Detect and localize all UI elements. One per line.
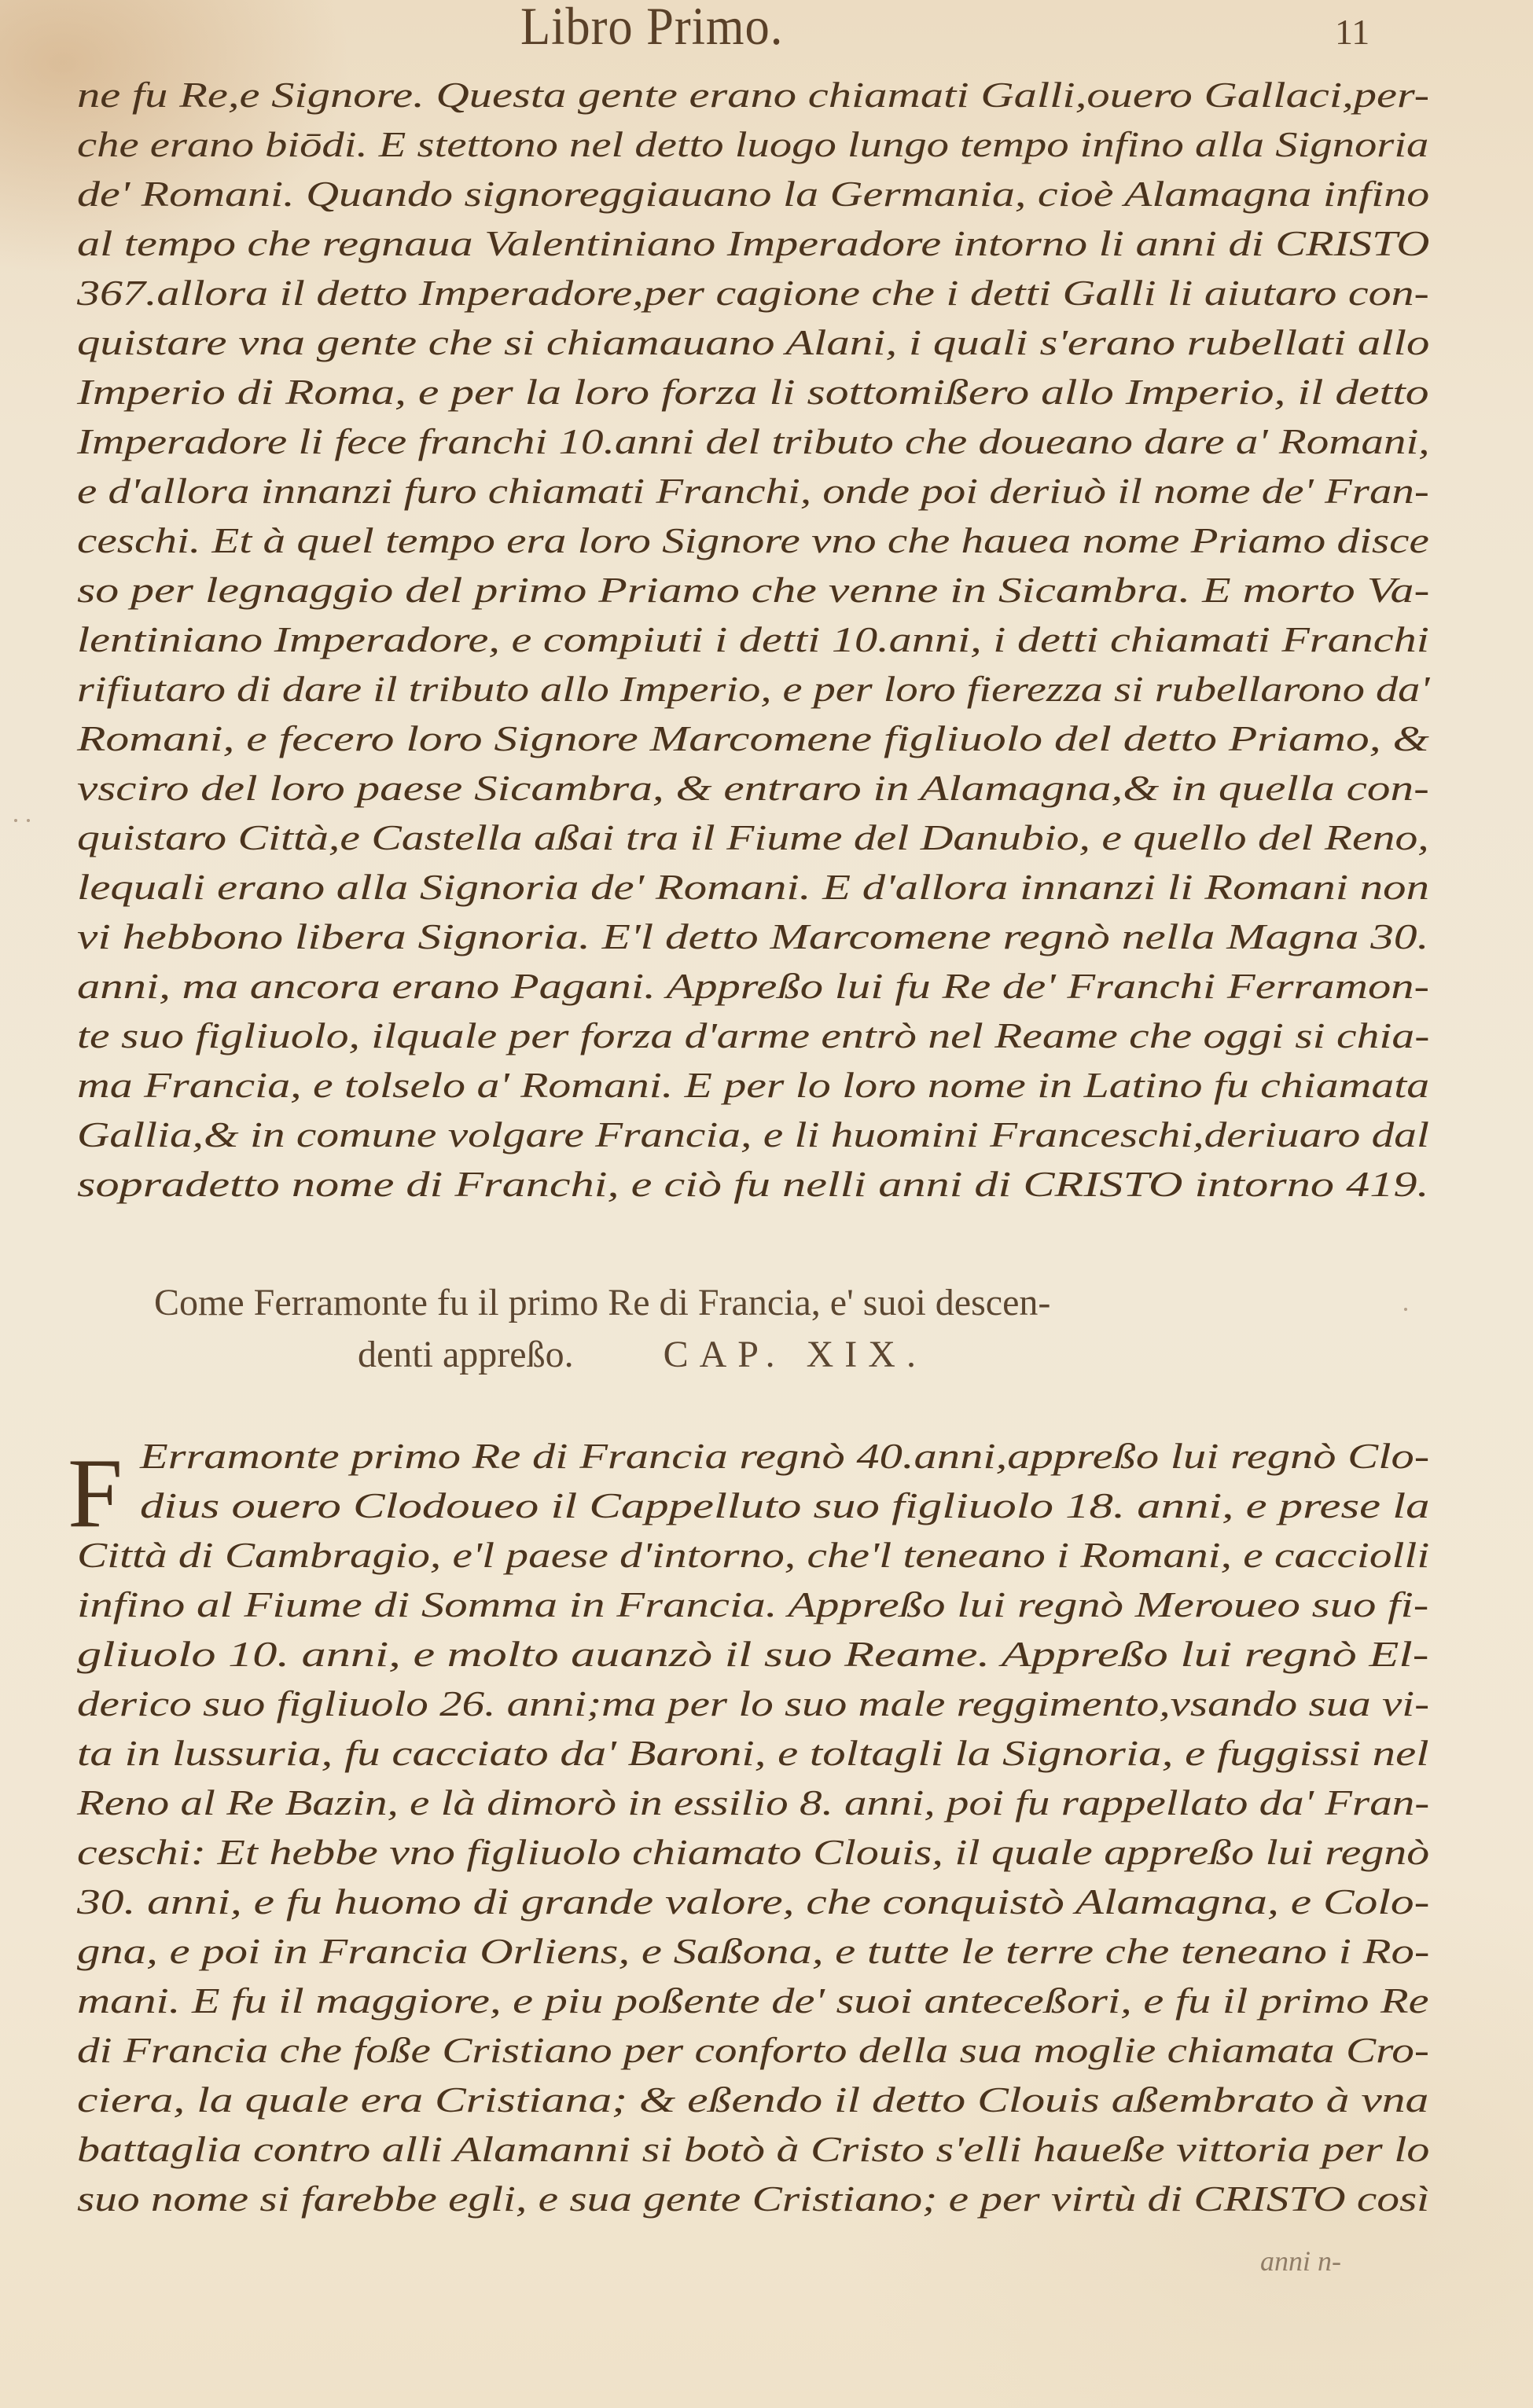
text-line: ceschi: Et hebbe vno figliuolo chiamato Clouis, il quale appreßo lui regnò [77, 1832, 1430, 1872]
text-line: ne fu Re,e Signore. Questa gente erano chiamati Galli,ouero Gallaci,per- [77, 75, 1430, 115]
text-line: che erano biōdi. E stettono nel detto luogo lungo tempo infino alla Signoria [77, 124, 1429, 164]
text-line: so per legnaggio del primo Priamo che venne in Sicambra. E morto Va- [77, 570, 1430, 610]
text-line: Gallia,& in comune volgare Francia, e li huomini Franceschi,deriuaro dal [77, 1114, 1429, 1154]
text-line: ciera, la quale era Cristiana; & eßendo il detto Clouis aßembrato à vna [77, 2079, 1429, 2120]
text-block-2 [77, 1430, 1429, 2232]
text-line: vi hebbono libera Signoria. E'l detto Marcomene regnò nella Magna 30. [77, 916, 1429, 956]
text-line: mani. E fu il maggiore, e piu poßente de' suoi anteceßori, e fu il primo Re [77, 1980, 1429, 2021]
chapter-number: CAP. XIX. [663, 1334, 927, 1375]
text-line: ma Francia, e tolselo a' Romani. E per lo loro nome in Latino fu chiamata [77, 1065, 1430, 1105]
text-line: lequali erano alla Signoria de' Romani. E d'allora innanzi li Romani non [77, 867, 1429, 907]
running-head [0, 0, 1533, 55]
text-line: lentiniano Imperadore, e compiuti i detti 10.anni, i detti chiamati Franchi [77, 619, 1429, 659]
text-line: derico suo figliuolo 26. anni;ma per lo suo male reggimento,vsando sua vi- [77, 1683, 1430, 1723]
page-number: 11 [1335, 12, 1370, 52]
text-line: 30. anni, e fu huomo di grande valore, che conquistò Alamagna, e Colo- [77, 1881, 1430, 1922]
chapter-heading-line-2 [358, 1329, 927, 1381]
text-line: te suo figliuolo, ilquale per forza d'arme entrò nel Reame che oggi si chia- [77, 1015, 1430, 1055]
text-line: vsciro del loro paese Sicambra, & entraro in Alamagna,& in quella con- [77, 768, 1429, 808]
text-block-1 [77, 69, 1429, 1264]
text-line: quistare vna gente che si chiamauano Alani, i quali s'erano rubellati allo [77, 322, 1430, 362]
chapter-heading-text: denti appreßo. [358, 1334, 574, 1375]
running-title: Libro Primo. [520, 0, 784, 56]
text-line: Imperadore li fece franchi 10.anni del tributo che doueano dare a' Romani, [77, 421, 1430, 461]
text-line: dius ouero Clodoueo il Cappelluto suo figliuolo 18. anni, e prese la [140, 1485, 1430, 1525]
margin-speck [14, 819, 17, 822]
text-line: battaglia contro alli Alamanni si botò à Cristo s'elli haueße vittoria per lo [77, 2129, 1430, 2169]
text-line: Romani, e fecero loro Signore Marcomene figliuolo del detto Priamo, & [77, 718, 1429, 758]
text-line: Erramonte primo Re di Francia regnò 40.anni,appreßo lui regnò Clo- [140, 1436, 1430, 1476]
text-line: Imperio di Roma, e per la loro forza li sottomißero allo Imperio, il detto [77, 372, 1429, 412]
text-line: al tempo che regnaua Valentiniano Imperadore intorno li anni di CRISTO [77, 223, 1430, 263]
chapter-heading-line-1: Come Ferramonte fu il primo Re di Francia, e' suoi descen- [154, 1282, 1051, 1323]
text-line: sopradetto nome di Franchi, e ciò fu nelli anni di CRISTO intorno 419. [77, 1164, 1429, 1204]
text-line: ta in lussuria, fu cacciato da' Baroni, e toltagli la Signoria, e fuggissi nel [77, 1733, 1429, 1773]
text-line: ceschi. Et à quel tempo era loro Signore vno che hauea nome Priamo disce [77, 520, 1429, 560]
text-line: Reno al Re Bazin, e là dimorò in essilio 8. anni, poi fu rappellato da' Fran- [77, 1782, 1430, 1823]
margin-speck [27, 819, 30, 822]
text-line: infino al Fiume di Somma in Francia. Appreßo lui regnò Meroueo suo fi- [77, 1584, 1429, 1624]
drop-cap: F [68, 1439, 123, 1548]
text-line: rifiutaro di dare il tributo allo Imperio, e per loro fierezza si rubellarono da' [77, 669, 1430, 709]
text-line: gna, e poi in Francia Orliens, e Saßona, e tutte le terre che teneano i Ro- [77, 1931, 1430, 1971]
text-line: di Francia che foße Cristiano per conforto della sua moglie chiamata Cro- [77, 2030, 1429, 2070]
text-line: gliuolo 10. anni, e molto auanzò il suo Reame. Appreßo lui regnò El- [77, 1634, 1429, 1674]
text-line: anni, ma ancora erano Pagani. Appreßo lui fu Re de' Franchi Ferramon- [77, 966, 1430, 1006]
text-line: e d'allora innanzi furo chiamati Franchi, onde poi deriuò il nome de' Fran- [77, 471, 1429, 511]
text-line: suo nome si farebbe egli, e sua gente Cristiano; e per virtù di CRISTO così [77, 2179, 1430, 2219]
text-line: 367.allora il detto Imperadore,per cagione che i detti Galli li aiutaro con- [77, 273, 1429, 313]
text-line: Città di Cambragio, e'l paese d'intorno, che'l teneano i Romani, e cacciolli [77, 1535, 1430, 1575]
text-line: de' Romani. Quando signoreggiauano la Germania, cioè Alamagna infino [77, 174, 1430, 214]
margin-speck [1404, 1308, 1407, 1311]
catchword: anni n- [1260, 2245, 1341, 2277]
text-line: quistaro Città,e Castella aßai tra il Fiume del Danubio, e quello del Reno, [77, 817, 1429, 857]
